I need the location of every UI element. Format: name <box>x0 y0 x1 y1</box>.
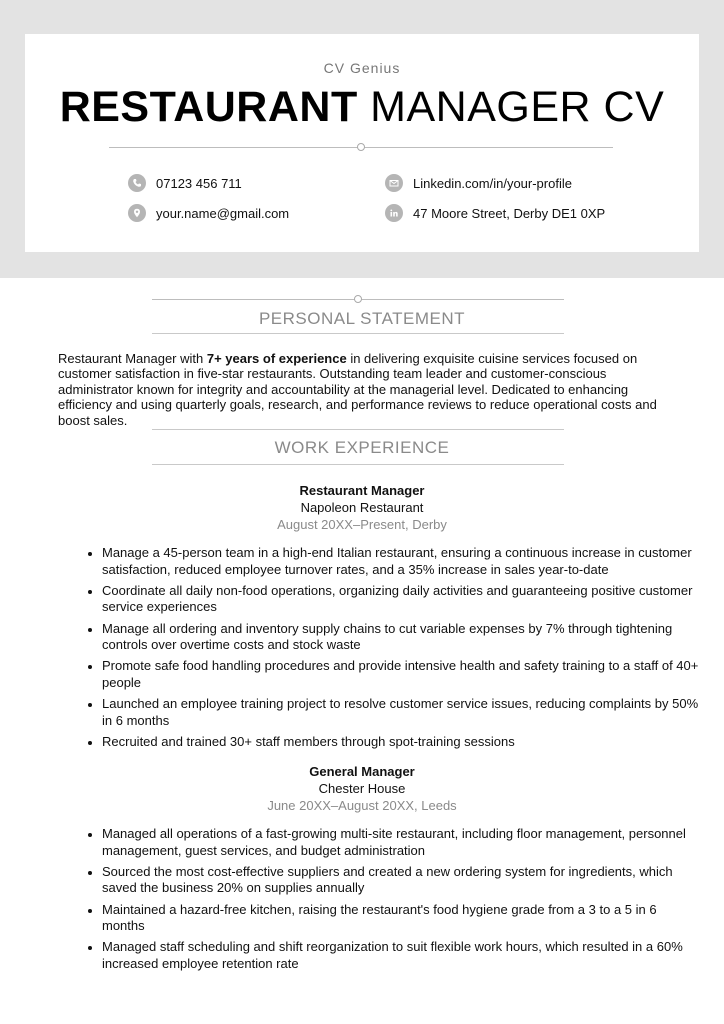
job-entry <box>0 482 724 533</box>
job-bullets <box>80 826 702 977</box>
header-card <box>25 34 699 252</box>
contact-phone <box>128 174 242 192</box>
statement-text-bold: 7+ years of experience <box>206 351 347 366</box>
bullet-item: • Managed all operations of a fast-growing multi-site restaurant, including floor management, personnel management, guest services, and budget administration <box>102 826 702 859</box>
bullet-item: • Managed staff scheduling and shift reorganization to suit flexible work hours, which resulted in a 60% increased employee retention rate <box>102 939 702 972</box>
mail-icon <box>385 174 403 192</box>
cv-title-bold: RESTAURANT <box>59 83 358 131</box>
contact-email <box>128 204 289 222</box>
bullet-item: • Promote safe food handling procedures and provide intensive health and safety training to a staff of 40+ people <box>102 658 702 691</box>
bullet-item: • Coordinate all daily non-food operations, organizing daily activities and guaranteeing positive customer service experiences <box>102 583 702 616</box>
personal-statement-text <box>58 351 668 428</box>
contact-linkedin <box>385 174 572 192</box>
job-bullets <box>80 545 702 755</box>
statement-text-before: Restaurant Manager with <box>58 351 207 366</box>
statement-underline <box>152 333 564 334</box>
brand-name: CV Genius <box>323 60 401 76</box>
phone-icon <box>128 174 146 192</box>
linkedin-icon <box>385 204 403 222</box>
cv-title <box>25 82 699 132</box>
contact-address <box>385 204 605 222</box>
statement-divider <box>152 295 564 305</box>
bullet-item: • Recruited and trained 30+ staff members through spot-training sessions <box>102 734 702 751</box>
job-role: General Manager <box>309 764 415 779</box>
cv-title-rest: MANAGER CV <box>357 83 665 131</box>
bullet-item: • Launched an employee training project to resolve customer service issues, reducing complaints by 50% in 6 months <box>102 696 702 729</box>
job-entry <box>0 763 724 814</box>
work-divider <box>152 429 564 430</box>
phone-text: 07123 456 711 <box>156 175 242 191</box>
address-text: 47 Moore Street, Derby DE1 0XP <box>413 205 606 221</box>
job-role: Restaurant Manager <box>299 483 425 498</box>
linkedin-text: Linkedin.com/in/your-profile <box>413 175 572 191</box>
bullet-item: • Manage a 45-person team in a high-end Italian restaurant, ensuring a continuous increase in customer satisfaction, reduced employee turnover rates, and a 35% increase in sales year-to-date <box>102 545 702 578</box>
location-pin-icon <box>128 204 146 222</box>
header-divider <box>109 143 613 153</box>
work-experience-heading: WORK EXPERIENCE <box>274 438 450 457</box>
email-text: your.name@gmail.com <box>156 205 290 221</box>
bullet-item: • Manage all ordering and inventory supply chains to cut variable expenses by 7% through tightening controls over overtime costs and stock waste <box>102 621 702 654</box>
work-underline <box>152 464 564 465</box>
job-company: Chester House <box>318 781 406 796</box>
job-company: Napoleon Restaurant <box>300 500 424 515</box>
statement-text-after: in delivering exquisite cuisine services focused on customer satisfaction in five-star restaurants. Outstanding team leader and customer-conscious administrator known for integrity and accountability at the managerial level. Dedicated to enhancing efficiency and using quarterly goals, research, and performance reviews to reduce operational costs and boost sales. <box>58 351 657 428</box>
bullet-item: • Maintained a hazard-free kitchen, raising the restaurant's food hygiene grade from a 3 to a 5 in 6 months <box>102 902 702 935</box>
bullet-item: • Sourced the most cost-effective suppliers and created a new ordering system for ingredients, which saved the business 20% on supplies annually <box>102 864 702 897</box>
personal-statement-heading: PERSONAL STATEMENT <box>258 309 466 328</box>
job-dates: June 20XX–August 20XX, Leeds <box>267 798 457 813</box>
job-dates: August 20XX–Present, Derby <box>277 517 447 532</box>
